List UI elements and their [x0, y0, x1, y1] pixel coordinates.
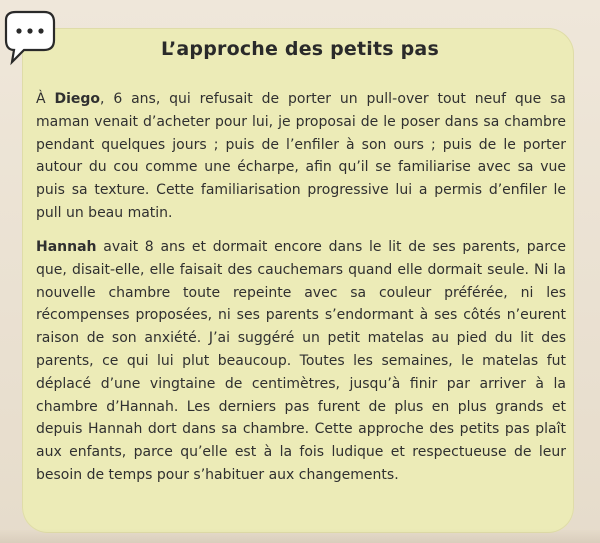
page-bottom-shadow [0, 529, 600, 543]
paragraph-hannah-text: avait 8 ans et dormait encore dans le lit de ses parents, parce que, disait-elle, elle faisait des cauchemars quand elle dormait seule. Ni la nouvelle chambre toute repeinte avec sa couleur préférée, ni les récompenses proposées, ni ses parents s’endormant à ses côtés n’eurent raison de son anxiété. J’ai suggéré un petit matelas au pied du lit des parents, ce qui lui plut beaucoup. Toutes les semaines, le matelas fut déplacé d’une vingtaine de centimètres, jusqu’à finir par arriver à la chambre d’Hannah. Les derniers pas furent de plus en plus grands et depuis Hannah dort dans sa chambre. Cette approche des petits pas plaît aux enfants, parce qu’elle est à la fois ludique et respectueuse de leur besoin de temps pour s’habituer aux changements. [36, 239, 566, 483]
paragraph-hannah [36, 236, 566, 487]
paragraph-prefix: À [36, 91, 55, 107]
paragraph-diego [36, 88, 566, 225]
name-hannah: Hannah [36, 239, 97, 255]
section-title: L’approche des petits pas [161, 38, 439, 60]
name-diego: Diego [54, 91, 101, 107]
paragraph-diego-text: , 6 ans, qui refusait de porter un pull-over tout neuf que sa maman venait d’acheter pour lui, je proposai de le poser dans sa chambre pendant quelques jours ; puis de l’enfiler à son ours ; puis de le porter autour du cou comme une écharpe, afin qu’il se familiarise avec sa vue puis sa texture. Cette familiarisation progressive lui a permis d’enfiler le pull un beau matin. [36, 91, 567, 221]
